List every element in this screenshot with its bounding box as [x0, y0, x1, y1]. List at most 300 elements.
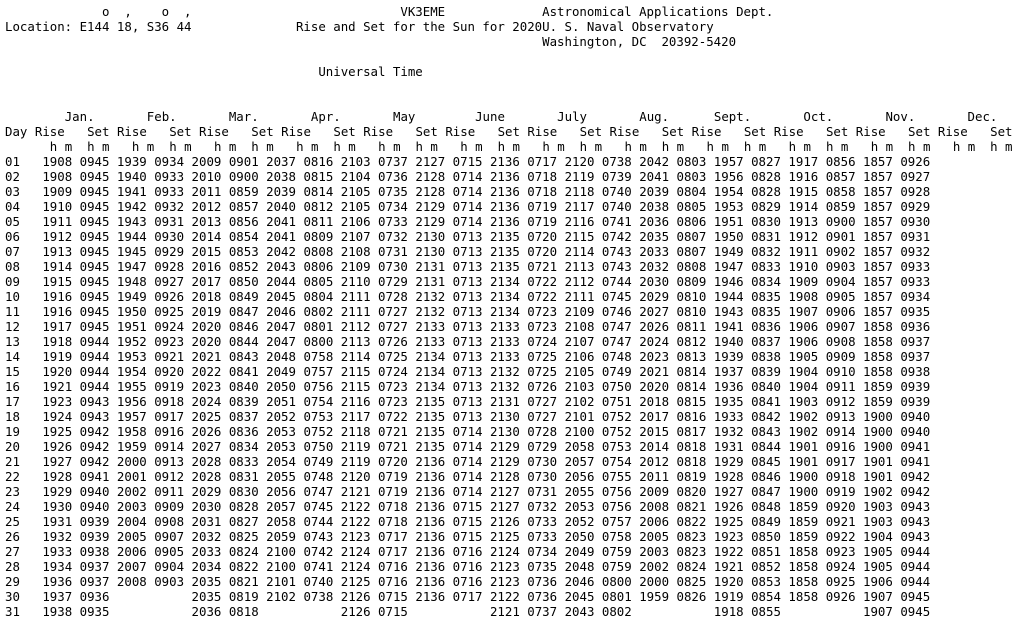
rise-set-time: 2040 0812 — [266, 199, 334, 214]
rise-set-time: 2022 0841 — [191, 364, 259, 379]
rise-set-time: 2021 0814 — [639, 364, 707, 379]
rise-set-time: 1857 0927 — [863, 169, 931, 184]
rise-set-time: 2134 0713 — [415, 349, 483, 364]
rise-set-time: 2118 0740 — [564, 184, 632, 199]
set-column-label: Set — [661, 124, 685, 139]
day-number: 13 — [5, 334, 20, 349]
set-column-label: Set — [251, 124, 274, 139]
rise-set-time: 1949 0926 — [116, 289, 185, 304]
rise-set-time: 2006 0905 — [116, 544, 185, 559]
rise-set-time: 2035 0807 — [639, 229, 707, 244]
rise-set-time: 2123 0717 — [340, 529, 408, 544]
rise-set-time: 2030 0809 — [639, 274, 707, 289]
rise-set-time: 2034 0822 — [191, 559, 259, 574]
rise-set-time: 2049 0759 — [564, 544, 632, 559]
rise-set-time: 2136 0716 — [415, 574, 483, 589]
rise-set-time: 2136 0715 — [415, 529, 483, 544]
rise-set-time: 2006 0822 — [639, 514, 707, 529]
rise-unit-label: h m — [870, 139, 894, 154]
rise-set-time: 2135 0720 — [489, 244, 558, 259]
rise-set-time: 2113 0726 — [340, 334, 408, 349]
rise-unit-label: h m — [788, 139, 812, 154]
rise-set-time: 1908 0945 — [42, 154, 110, 169]
rise-set-time: 2035 0821 — [191, 574, 259, 589]
rise-set-time: 2046 0802 — [266, 304, 334, 319]
day-row — [5, 289, 930, 304]
day-number: 28 — [5, 559, 20, 574]
rise-set-time: 2010 0900 — [191, 169, 259, 184]
rise-set-time: 2014 0854 — [191, 229, 259, 244]
rise-set-time: 2122 0718 — [340, 499, 408, 514]
rise-set-time: 1950 0925 — [116, 304, 185, 319]
rise-set-time: 2049 0757 — [266, 364, 334, 379]
rise-set-time — [117, 589, 184, 604]
day-number: 27 — [5, 544, 20, 559]
rise-set-time: 1900 0940 — [863, 409, 931, 424]
rise-set-time: 1919 0944 — [42, 349, 110, 364]
rise-set-time: 2057 0745 — [266, 499, 334, 514]
rise-set-time: 2117 0740 — [564, 199, 632, 214]
rise-set-time: 2133 0713 — [415, 319, 483, 334]
rise-set-time: 2132 0726 — [489, 379, 558, 394]
rise-set-time: 2135 0714 — [415, 439, 483, 454]
rise-set-time: 1930 0940 — [42, 499, 110, 514]
rise-set-time: 2136 0717 — [489, 154, 558, 169]
rise-set-time: 1925 0849 — [713, 514, 781, 529]
rise-set-time: 1944 0930 — [116, 229, 185, 244]
rise-set-time: 1912 0945 — [42, 229, 110, 244]
rise-column-label: Rise — [609, 124, 640, 139]
rise-set-time: 2021 0843 — [191, 349, 259, 364]
rise-set-time: 1900 0940 — [863, 424, 931, 439]
rise-set-time: 2129 0729 — [489, 439, 558, 454]
day-number: 08 — [5, 259, 20, 274]
rise-set-time: 2042 0808 — [266, 244, 334, 259]
rise-set-time: 2055 0756 — [564, 484, 632, 499]
day-number: 21 — [5, 454, 20, 469]
rise-set-time: 2100 0752 — [564, 424, 632, 439]
month-label: Sept. — [698, 109, 774, 124]
rise-set-time: 1919 0854 — [713, 589, 781, 604]
rise-set-time: 2011 0819 — [639, 469, 707, 484]
rise-set-time: 1933 0938 — [42, 544, 110, 559]
set-unit-label: h m — [908, 139, 931, 154]
rise-column-label: Rise — [937, 124, 968, 139]
rise-set-time: 2038 0805 — [639, 199, 707, 214]
day-number: 17 — [5, 394, 20, 409]
rise-set-time: 2050 0756 — [266, 379, 334, 394]
rise-set-time: 2032 0825 — [191, 529, 259, 544]
rise-set-time: 1931 0844 — [713, 439, 781, 454]
rise-set-time: 1857 0934 — [863, 289, 931, 304]
rise-set-time: 2012 0818 — [639, 454, 707, 469]
rise-set-time: 2027 0834 — [191, 439, 259, 454]
day-row — [5, 604, 930, 619]
rise-set-time: 2134 0713 — [415, 379, 483, 394]
rise-set-time: 2111 0728 — [340, 289, 408, 304]
rise-set-time: 2030 0828 — [191, 499, 259, 514]
rise-set-time: 2112 0727 — [340, 319, 408, 334]
rise-set-time: 2115 0724 — [340, 364, 408, 379]
pad — [5, 64, 318, 79]
rise-set-time: 2011 0859 — [191, 184, 259, 199]
rise-set-time: 2053 0756 — [564, 499, 632, 514]
rise-set-time: 2041 0809 — [266, 229, 334, 244]
rise-set-time: 2029 0830 — [191, 484, 259, 499]
rise-set-time: 2003 0909 — [116, 499, 185, 514]
rise-set-time: 2121 0719 — [340, 484, 408, 499]
rise-set-time: 2036 0806 — [639, 214, 707, 229]
rise-set-time: 2102 0738 — [266, 589, 334, 604]
day-row — [5, 319, 930, 334]
rise-set-time: 2135 0713 — [415, 409, 483, 424]
rise-set-time: 2101 0752 — [564, 409, 632, 424]
rise-set-time: 1934 0937 — [42, 559, 110, 574]
rise-set-time: 1937 0839 — [713, 364, 781, 379]
rise-unit-label: h m — [131, 139, 155, 154]
rise-set-time: 2013 0856 — [191, 214, 259, 229]
rise-set-time: 2019 0847 — [191, 304, 259, 319]
rise-set-time: 2000 0825 — [639, 574, 707, 589]
rise-set-time: 2136 0716 — [415, 544, 483, 559]
rise-set-time: 2100 0741 — [266, 559, 334, 574]
day-row — [5, 424, 930, 439]
day-number: 30 — [5, 589, 20, 604]
set-column-label: Set — [169, 124, 192, 139]
rise-set-time: 1859 0939 — [863, 379, 931, 394]
rise-set-time: 1909 0945 — [42, 184, 110, 199]
rise-set-time: 2020 0846 — [191, 319, 259, 334]
rise-set-time: 1945 0929 — [116, 244, 185, 259]
rise-set-time: 2136 0719 — [489, 214, 558, 229]
rise-set-time: 2008 0903 — [116, 574, 185, 589]
rise-set-time: 1910 0945 — [42, 199, 110, 214]
rise-set-time: 1903 0912 — [788, 394, 856, 409]
rise-set-time: 1953 0829 — [713, 199, 781, 214]
rise-set-time: 1955 0919 — [116, 379, 185, 394]
rise-set-time: 1947 0833 — [713, 259, 781, 274]
day-row — [5, 559, 930, 574]
rise-set-time: 1906 0908 — [788, 334, 856, 349]
rise-set-time — [639, 604, 706, 619]
set-unit-label: h m — [497, 139, 520, 154]
rise-set-time: 1857 0931 — [863, 229, 931, 244]
rise-set-time: 1857 0926 — [863, 154, 931, 169]
rise-set-time: 2046 0800 — [564, 574, 632, 589]
rise-column-label: Rise — [691, 124, 722, 139]
day-number: 10 — [5, 289, 20, 304]
rise-set-time: 1858 0936 — [863, 319, 931, 334]
rise-set-time: 1915 0945 — [42, 274, 110, 289]
day-row — [5, 199, 930, 214]
rise-set-time: 1901 0942 — [863, 469, 931, 484]
month-label: July — [534, 109, 610, 124]
day-number: 23 — [5, 484, 20, 499]
rise-set-time: 1949 0832 — [713, 244, 781, 259]
rise-set-time: 2136 0715 — [415, 499, 483, 514]
rise-set-time: 2133 0723 — [489, 319, 558, 334]
rise-set-time: 1947 0928 — [116, 259, 185, 274]
rise-set-time: 2054 0749 — [266, 454, 334, 469]
rise-set-time: 1922 0851 — [713, 544, 781, 559]
rise-set-time: 2107 0732 — [340, 229, 408, 244]
rise-set-time: 2119 0720 — [340, 454, 408, 469]
header-center-subtitle: Rise and Set for the Sun for 2020 — [295, 19, 543, 34]
rise-set-time: 2130 0713 — [415, 244, 483, 259]
rise-set-time: 1901 0941 — [863, 454, 931, 469]
rise-set-time: 2041 0811 — [266, 214, 334, 229]
rise-set-time: 2026 0811 — [639, 319, 707, 334]
rise-set-time: 1859 0921 — [788, 514, 856, 529]
rise-set-time: 1956 0918 — [116, 394, 185, 409]
rise-set-time: 1918 0855 — [713, 604, 781, 619]
day-row — [5, 469, 930, 484]
rise-set-time: 2047 0801 — [266, 319, 334, 334]
rise-set-time: 2136 0714 — [415, 469, 483, 484]
rise-set-time: 2112 0744 — [564, 274, 632, 289]
rise-set-time: 2051 0754 — [266, 394, 334, 409]
rise-set-time: 2053 0752 — [266, 424, 334, 439]
rise-set-time: 2135 0721 — [489, 259, 558, 274]
month-label: Dec. — [945, 109, 1020, 124]
rise-set-time: 1916 0945 — [42, 289, 110, 304]
rise-set-time: 2113 0743 — [564, 259, 632, 274]
rise-set-time: 1911 0902 — [788, 244, 856, 259]
rise-set-time: 2110 0729 — [340, 274, 408, 289]
time-zone-label: Universal Time — [318, 64, 423, 79]
rise-set-time: 2133 0713 — [415, 334, 483, 349]
rise-set-time: 1928 0941 — [42, 469, 110, 484]
header-right-observatory: U. S. Naval Observatory — [542, 19, 714, 34]
day-number: 01 — [5, 154, 20, 169]
rise-column-label: Rise — [363, 124, 394, 139]
day-row — [5, 364, 930, 379]
rise-set-time: 1948 0927 — [116, 274, 185, 289]
set-unit-label: h m — [169, 139, 192, 154]
pad — [192, 4, 401, 19]
rise-set-time: 1940 0933 — [116, 169, 185, 184]
day-number: 20 — [5, 439, 20, 454]
day-number: 31 — [5, 604, 20, 619]
rise-set-time: 1858 0923 — [788, 544, 856, 559]
rise-set-time — [117, 604, 184, 619]
rise-set-time: 1914 0945 — [42, 259, 110, 274]
rise-set-time: 2134 0723 — [489, 304, 558, 319]
header-right-address: Washington, DC 20392-5420 — [542, 34, 737, 49]
rise-set-time: 1905 0909 — [788, 349, 856, 364]
rise-set-time: 1900 0919 — [788, 484, 856, 499]
rise-set-time: 2115 0723 — [340, 379, 408, 394]
rise-set-time: 2128 0714 — [415, 169, 483, 184]
rise-set-time: 2131 0727 — [489, 394, 558, 409]
rise-set-time: 1901 0916 — [788, 439, 856, 454]
set-unit-label: h m — [990, 139, 1013, 154]
rise-set-time — [266, 604, 333, 619]
rise-set-time: 2039 0804 — [639, 184, 707, 199]
rise-set-time: 2029 0810 — [639, 289, 707, 304]
rise-set-time: 2103 0750 — [564, 379, 632, 394]
rise-set-time: 2115 0742 — [564, 229, 632, 244]
rise-set-time: 2005 0907 — [116, 529, 185, 544]
rise-set-time: 2038 0815 — [266, 169, 334, 184]
day-row — [5, 184, 930, 199]
rise-set-time: 2134 0722 — [489, 289, 558, 304]
rise-set-time: 1929 0940 — [42, 484, 110, 499]
day-number: 06 — [5, 229, 20, 244]
rise-set-time: 2008 0821 — [639, 499, 707, 514]
rise-set-time: 2053 0750 — [266, 439, 334, 454]
rise-set-time: 1943 0931 — [116, 214, 185, 229]
rise-set-time: 2018 0815 — [639, 394, 707, 409]
rise-unit-label: h m — [460, 139, 483, 154]
rise-set-time: 1959 0914 — [116, 439, 185, 454]
rise-set-time: 2132 0725 — [489, 364, 558, 379]
month-label: Jan. — [42, 109, 117, 124]
rise-set-time: 2121 0737 — [489, 604, 558, 619]
set-column-label: Set — [825, 124, 849, 139]
day-number: 11 — [5, 304, 20, 319]
month-label: Oct. — [781, 109, 856, 124]
rise-set-time: 1858 0938 — [863, 364, 931, 379]
rise-set-time: 2123 0735 — [489, 559, 558, 574]
rise-set-time: 2127 0715 — [415, 154, 483, 169]
day-number: 12 — [5, 319, 20, 334]
rise-set-time: 2027 0810 — [639, 304, 707, 319]
rise-set-time: 2124 0717 — [340, 544, 408, 559]
rise-set-time: 2136 0714 — [415, 454, 483, 469]
rise-set-time: 2125 0716 — [340, 574, 408, 589]
rise-set-time: 1917 0945 — [42, 319, 110, 334]
rise-set-time: 1857 0930 — [863, 214, 931, 229]
rise-set-time: 1902 0942 — [863, 484, 931, 499]
month-label: May — [370, 109, 446, 124]
rise-set-time: 2111 0727 — [340, 304, 408, 319]
header-center-title: VK3EME — [400, 4, 446, 19]
pad — [192, 19, 296, 34]
rise-set-time: 2023 0840 — [191, 379, 259, 394]
rise-set-time: 1925 0942 — [42, 424, 110, 439]
rise-set-time: 1914 0859 — [788, 199, 856, 214]
rise-column-label: Rise — [773, 124, 804, 139]
rise-set-time: 1902 0914 — [788, 424, 856, 439]
rise-set-time: 1927 0942 — [42, 454, 110, 469]
rise-set-time: 2120 0738 — [564, 154, 632, 169]
day-row — [5, 274, 930, 289]
rise-set-time: 2025 0837 — [191, 409, 259, 424]
set-column-label: Set — [908, 124, 931, 139]
rise-set-time: 2042 0803 — [639, 154, 707, 169]
set-unit-label: h m — [743, 139, 767, 154]
rise-set-time: 2048 0759 — [564, 559, 632, 574]
rise-set-time: 2119 0721 — [340, 439, 408, 454]
set-column-label: Set — [333, 124, 356, 139]
month-label: June — [452, 109, 528, 124]
rise-set-time: 1938 0935 — [42, 604, 110, 619]
rise-set-time: 1941 0836 — [713, 319, 781, 334]
rise-set-time: 1939 0934 — [116, 154, 185, 169]
rise-set-time: 2028 0831 — [191, 469, 259, 484]
rise-set-time: 1932 0939 — [42, 529, 110, 544]
rise-set-time: 2045 0801 — [564, 589, 632, 604]
rise-set-time: 2118 0721 — [340, 424, 408, 439]
rise-set-time: 2009 0901 — [191, 154, 259, 169]
rise-set-time: 2120 0719 — [340, 469, 408, 484]
day-row — [5, 394, 930, 409]
rise-set-time: 1903 0943 — [863, 499, 931, 514]
rise-set-time: 2003 0823 — [639, 544, 707, 559]
rise-set-time: 2052 0753 — [266, 409, 334, 424]
rise-set-time: 1959 0826 — [639, 589, 707, 604]
rise-set-time: 2004 0908 — [116, 514, 185, 529]
month-label: Feb. — [124, 109, 199, 124]
rise-set-time: 1913 0945 — [42, 244, 110, 259]
day-number: 14 — [5, 349, 20, 364]
rise-set-time: 2009 0820 — [639, 484, 707, 499]
rise-set-time: 1917 0856 — [788, 154, 856, 169]
rise-column-label: Rise — [116, 124, 147, 139]
rise-column-label: Rise — [527, 124, 558, 139]
rise-set-time: 2015 0853 — [191, 244, 259, 259]
rise-set-time: 2136 0719 — [489, 199, 558, 214]
header-location: Location: E144 18, S36 44 — [5, 19, 192, 34]
rise-set-time: 1956 0828 — [713, 169, 781, 184]
rise-set-time: 2124 0716 — [340, 559, 408, 574]
day-number: 02 — [5, 169, 20, 184]
rise-unit-label: h m — [213, 139, 237, 154]
rise-set-time: 2136 0718 — [489, 184, 558, 199]
rise-set-time: 2132 0713 — [415, 289, 483, 304]
rise-set-time: 2136 0718 — [489, 169, 558, 184]
rise-set-time: 1858 0937 — [863, 349, 931, 364]
rise-set-time: 1858 0926 — [788, 589, 856, 604]
rise-set-time: 2131 0713 — [415, 259, 483, 274]
rise-set-time: 2041 0803 — [639, 169, 707, 184]
rise-set-time: 2043 0806 — [266, 259, 334, 274]
rise-set-time: 2114 0725 — [340, 349, 408, 364]
rise-set-time: 2023 0813 — [639, 349, 707, 364]
rise-set-time: 2131 0713 — [415, 274, 483, 289]
rise-set-time: 2105 0734 — [340, 199, 408, 214]
header-left-line1: o , o , — [5, 4, 192, 19]
rise-set-time: 1909 0904 — [788, 274, 856, 289]
rise-set-time: 2116 0741 — [564, 214, 632, 229]
set-unit-label: h m — [579, 139, 603, 154]
rise-set-time: 1916 0945 — [42, 304, 110, 319]
rise-set-time: 1923 0943 — [42, 394, 110, 409]
rise-set-time: 2136 0717 — [415, 589, 483, 604]
rise-set-time: 2058 0753 — [564, 439, 632, 454]
day-row — [5, 169, 930, 184]
rise-set-time: 1906 0944 — [863, 574, 931, 589]
day-number: 29 — [5, 574, 20, 589]
day-number: 24 — [5, 499, 20, 514]
rise-set-time: 2024 0812 — [639, 334, 707, 349]
rise-set-time: 2031 0827 — [191, 514, 259, 529]
rise-set-time: 2018 0849 — [191, 289, 259, 304]
rise-set-time: 2129 0730 — [489, 454, 558, 469]
rise-set-time: 2036 0818 — [191, 604, 259, 619]
day-number: 16 — [5, 379, 20, 394]
rise-set-time: 2033 0807 — [639, 244, 707, 259]
day-row — [5, 499, 930, 514]
rise-set-time: 2117 0722 — [340, 409, 408, 424]
day-row — [5, 454, 930, 469]
rise-set-time: 2126 0715 — [340, 589, 408, 604]
rise-set-time: 2130 0728 — [489, 424, 558, 439]
rise-unit-label: h m — [296, 139, 319, 154]
rise-set-time: 2135 0720 — [489, 229, 558, 244]
day-number: 15 — [5, 364, 20, 379]
